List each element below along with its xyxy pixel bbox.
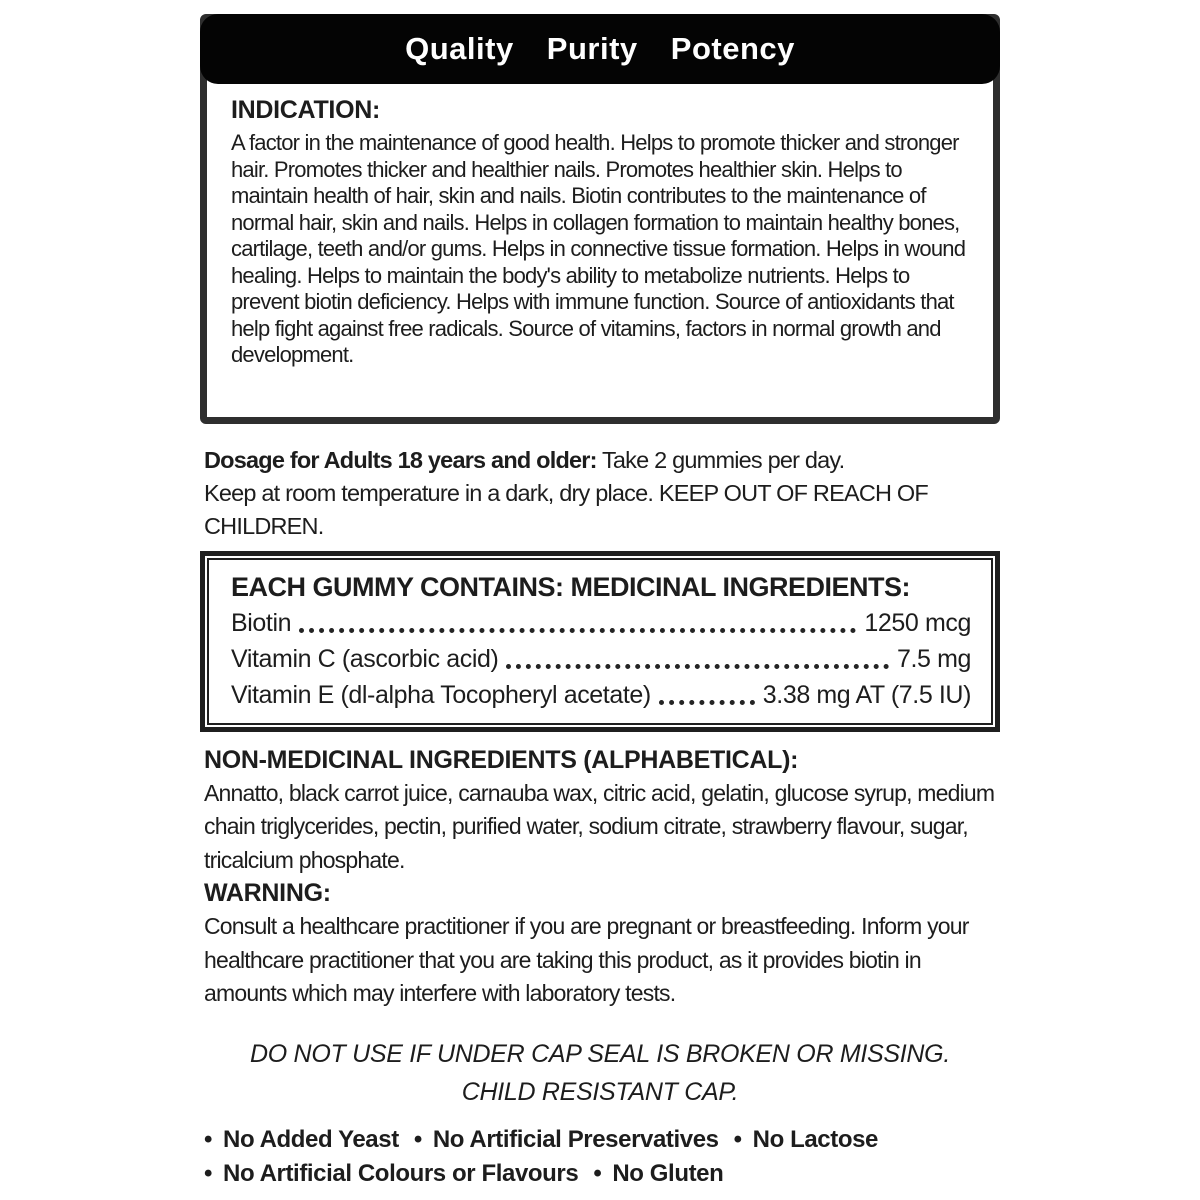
ingredient-amount: 3.38 mg AT (7.5 IU) — [762, 680, 971, 709]
claim-text: No Artificial Colours or Flavours — [223, 1159, 579, 1187]
dot-leader — [659, 700, 755, 705]
warning-body: Consult a healthcare practitioner if you are pregnant or breastfeeding. Inform your healthcare practitioner that you are taking this product, as it provides biotin in amounts which may interfere with laboratory tests. — [204, 913, 969, 1006]
claim-text: No Added Yeast — [223, 1125, 399, 1153]
claims-section — [204, 1123, 1000, 1191]
dot-leader — [506, 664, 889, 669]
ingredient-row — [231, 677, 971, 713]
medicinal-ingredients-inner — [207, 558, 993, 725]
cap-seal-line2: CHILD RESISTANT CAP. — [461, 1077, 739, 1106]
non-medicinal-section — [204, 744, 1000, 878]
indication-box — [200, 14, 1000, 424]
bullet-icon: • — [204, 1125, 213, 1153]
claims-line-1 — [204, 1123, 1000, 1157]
ingredient-name: Vitamin E (dl-alpha Tocopheryl acetate) — [231, 680, 651, 709]
ingredient-amount: 1250 mcg — [864, 608, 971, 637]
bullet-icon: • — [593, 1159, 602, 1187]
dosage-label: Dosage for Adults 18 years and older: — [204, 446, 597, 473]
claim-text: No Lactose — [752, 1125, 879, 1153]
bullet-icon: • — [204, 1159, 213, 1187]
bullet-icon: • — [413, 1125, 422, 1153]
claim-text: No Gluten — [612, 1159, 724, 1187]
claims-line-2 — [204, 1157, 1000, 1191]
indication-heading: INDICATION: — [231, 96, 380, 124]
warning-heading: WARNING: — [204, 879, 331, 907]
ingredient-name: Biotin — [231, 608, 292, 637]
medicinal-ingredients-box — [200, 551, 1000, 732]
medicinal-heading: EACH GUMMY CONTAINS: MEDICINAL INGREDIENTS: — [231, 571, 911, 602]
dosage-line — [204, 444, 1000, 477]
indication-section — [207, 84, 993, 417]
cap-seal-notice — [200, 1035, 1000, 1111]
ingredient-name: Vitamin C (ascorbic acid) — [231, 644, 499, 673]
bullet-icon: • — [733, 1125, 742, 1153]
warning-section — [204, 877, 1000, 1011]
claim-text: No Artificial Preservatives — [432, 1125, 719, 1153]
dosage-storage: Keep at room temperature in a dark, dry place. KEEP OUT OF REACH OF CHILDREN. — [204, 479, 928, 539]
non-medicinal-body: Annatto, black carrot juice, carnauba wax, citric acid, gelatin, glucose syrup, medium chain triglycerides, pectin, purified water, sodium citrate, strawberry flavour, sugar, tricalcium phosphate. — [204, 779, 995, 873]
label-column — [200, 0, 1000, 1191]
non-medicinal-heading: NON-MEDICINAL INGREDIENTS (ALPHABETICAL): — [204, 745, 799, 774]
dosage-section — [204, 444, 1000, 543]
ingredient-row — [231, 605, 971, 641]
dosage-instruction: Take 2 gummies per day. — [596, 446, 845, 473]
quality-purity-potency-title: Quality Purity Potency — [405, 31, 795, 66]
ingredient-row — [231, 641, 971, 677]
dot-leader — [299, 628, 856, 633]
cap-seal-line1: DO NOT USE IF UNDER CAP SEAL IS BROKEN OR MISSING. — [250, 1039, 950, 1068]
ingredient-amount: 7.5 mg — [896, 644, 971, 673]
indication-body: A factor in the maintenance of good health. Helps to promote thicker and stronger hair. Promotes thicker and healthier nails. Promotes healthier skin. Helps to maintain health of hair, skin and nails. Biotin contributes to the maintenance of normal hair, skin and nails. Helps in collagen formation to maintain healthy bones, cartilage, teeth and/or gums. Helps in connective tissue formation. Helps in wound healing. Helps to maintain the body's ability to metabolize nutrients. Helps to prevent biotin deficiency. Helps with immune function. Source of antioxidants that help fight against free radicals. Source of vitamins, factors in normal growth and development. — [231, 130, 966, 367]
quality-header-bar — [200, 14, 1000, 84]
